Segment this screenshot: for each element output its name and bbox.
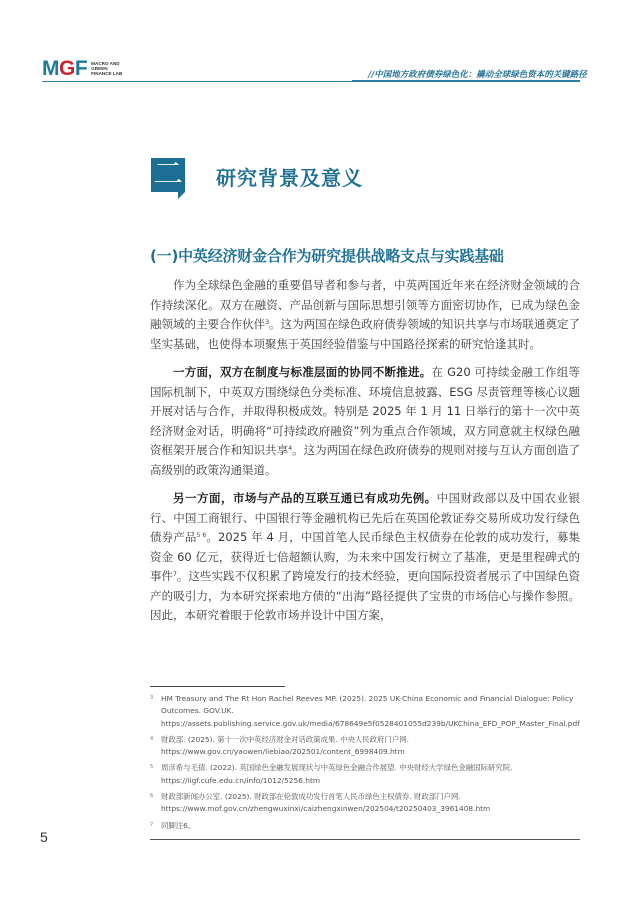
section-title: 研究背景及意义 bbox=[216, 166, 363, 190]
footnote: 5 周彦希与毛倩. (2022). 英国绿色金融发展现状与中英绿色金融合作展望. 中央财经大学绿色金融国际研究院. https://iigf.cufe.edu.cn/info/1012/5256.htm bbox=[150, 763, 513, 785]
header-accent-bar bbox=[352, 80, 580, 82]
section-badge-tail bbox=[178, 192, 185, 199]
bottom-rule bbox=[150, 839, 580, 840]
footnote-ref: 3 bbox=[265, 319, 270, 326]
footnote: 6 财政部新闻办公室. (2025). 财政部在伦敦成功发行首笔人民币绿色主权债券. 财政部门户网. https://www.mof.gov.cn/zhengwuxinxi/caizhengxinwen/202504/t20250403_3961408.htm bbox=[150, 792, 491, 814]
running-header-title: //中国地方政府债券绿色化：撬动全球绿色资本的关键路径 bbox=[368, 70, 587, 80]
paragraph-1: 作为全球绿色金融的重要倡导者和参与者，中英两国近年来在经济财金领域的合作持续深化。双方在融资、产品创新与国际思想引领等方面密切协作，已成为绿色金融领域的主要合作伙伴$^3$。这为两国在绿色政府债券领域的知识共享与市场联通奠定了坚实基础，也使得本项聚焦于英国经验借鉴与中国路径探索的研究恰逢其时。 bbox=[150, 278, 581, 351]
paragraph-2: 一方面，双方在制度与标准层面的协同不断推进。在 G20 可持续金融工作组等国际机制下，中英双方围绕绿色分类标准、环境信息披露、ESG 尽责管理等核心议题开展对话与合作，并取得积极成效。特别是 2025 年 1 月 11 日举行的第十一次中英经济财金对话，明确将“可持续政府融资”列为重点合作领域，双方同意就主权绿色融资框架开展合作和知识共享$^4$。这为两国在绿色政府债券的规则对接与互认方面创造了高级别的政策沟通渠道。 bbox=[150, 365, 581, 477]
footnote: 7 同脚注6。 bbox=[150, 820, 196, 830]
body-text bbox=[150, 276, 580, 635]
footnote: 4 财政部. (2025). 第十一次中英经济财金对话政策成果. 中央人民政府门户网. https://www.gov.cn/yaowen/liebiao/202501/content_6998409.htm bbox=[150, 734, 409, 757]
mgf-logo bbox=[42, 58, 122, 79]
footnote-ref: 5 6 bbox=[196, 532, 207, 539]
logo-mark: MGF bbox=[42, 57, 88, 80]
footnote-ref: 7 bbox=[173, 571, 177, 578]
lead-sentence: 一方面，双方在制度与标准层面的协同不断推进。 bbox=[173, 365, 432, 379]
footnote-ref: 4 bbox=[288, 445, 293, 452]
paragraph-3: 另一方面，市场与产品的互联互通已有成功先例。中国财政部以及中国农业银行、中国工商银行、中国银行等金融机构已先后在英国伦敦证券交易所成功发行绿色债券产品$^{5 6}$。2025 年 4 月，中国首笔人民币绿色主权债券在伦敦的成功发行，募集资金 60 亿元，获得近七倍超额认购，为未来中国发行树立了基准，更是里程碑式的事件$^7$。这些实践不仅积累了跨境发行的技术经验，更向国际投资者展示了中国绿色资产的吸引力，为本研究探索地方债的“出海”路径提供了宝贵的市场信心与操作参照。因此，本研究着眼于伦敦市场并设计中国方案， bbox=[150, 491, 581, 622]
footnotes bbox=[150, 693, 580, 836]
lead-sentence: 另一方面，市场与产品的互联互通已有成功先例。 bbox=[173, 491, 437, 505]
section-number-badge: 二 bbox=[153, 157, 183, 192]
page-number: 5 bbox=[40, 829, 48, 845]
subsection-title: (一)中英经济财金合作为研究提供战略支点与实践基础 bbox=[150, 247, 504, 265]
footnote-rule bbox=[150, 686, 285, 687]
logo-text: MACRO AND GREEN FINANCE LAB bbox=[91, 60, 123, 77]
footnote: 3 HM Treasury and The Rt Hon Rachel Reeves MP. (2025). 2025 UK-China Economic and Financial Dialogue: Policy Outcomes. GOV.UK. https://assets.publishing.service.gov.uk/media/678649e5f0528401055d239b/UKChina_EFD_POP_Master_Final.pdf bbox=[150, 694, 580, 728]
